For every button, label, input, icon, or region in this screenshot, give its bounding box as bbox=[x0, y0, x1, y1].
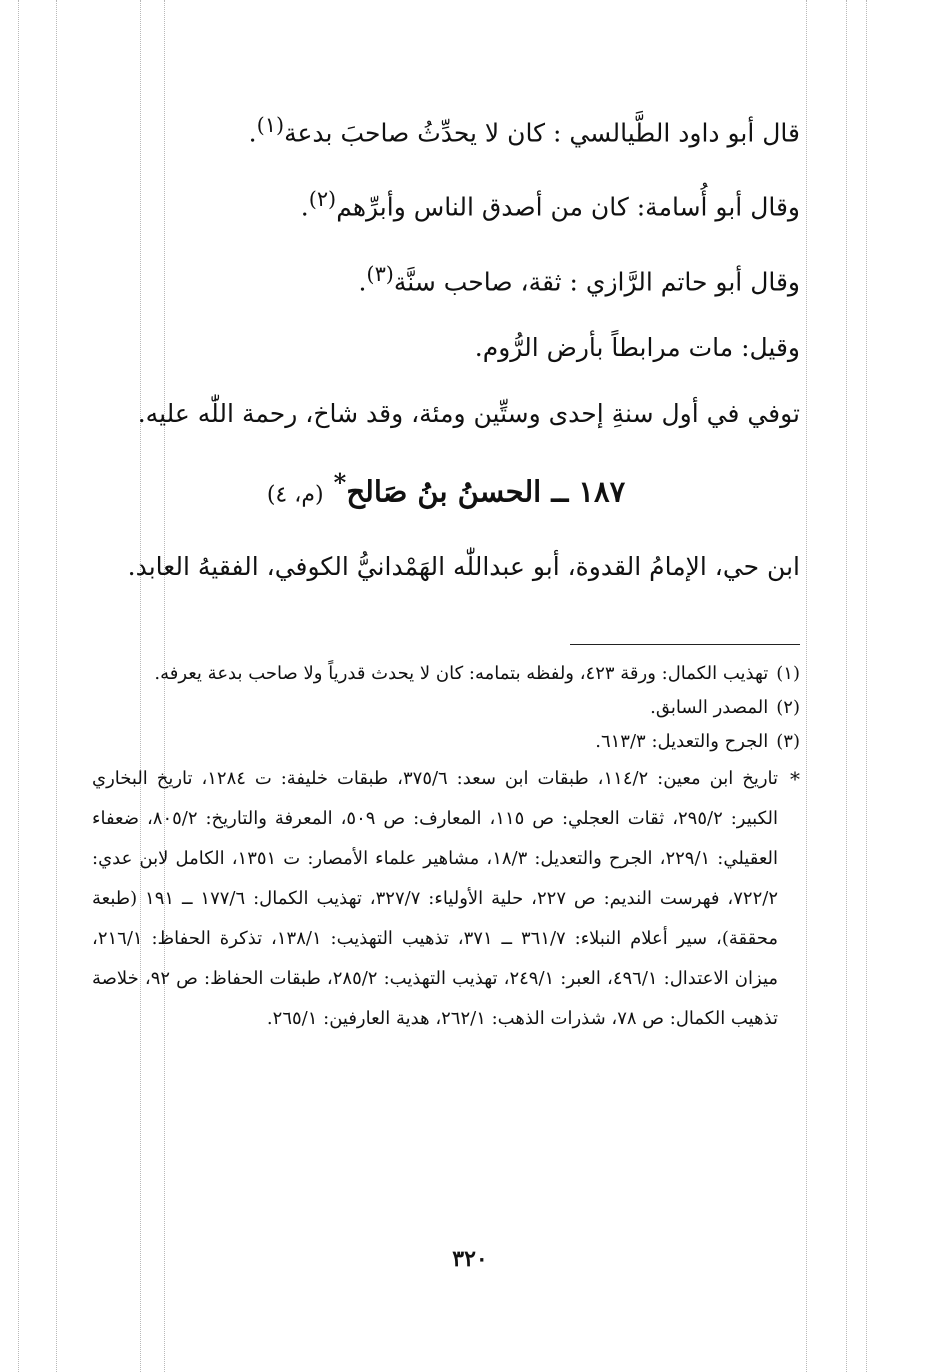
body-line-2: وقال أبو أُسامة: كان من أصدق الناس وأبرِّهم$^{(٢)}$. bbox=[300, 187, 800, 222]
body-line-4: وقيل: مات مرابطاً بأرض الرُّوم. bbox=[474, 332, 800, 362]
footnote-3 bbox=[92, 725, 800, 759]
margin-guide bbox=[18, 0, 19, 1372]
footnote-number: (٢) bbox=[776, 696, 800, 718]
margin-guide bbox=[56, 0, 57, 1372]
entry-heading bbox=[92, 451, 800, 528]
footnote-ref: (١) bbox=[256, 113, 285, 137]
body-paragraph-death: توفي في أول سنةِ إحدى وستِّين ومئة، وقد شاخ، رحمة اللّٰه عليه. bbox=[137, 398, 800, 428]
sources-marker: * bbox=[790, 766, 800, 791]
footnote-2 bbox=[92, 691, 800, 725]
sources-text: تاريخ ابن معين: ١١٤/٢، طبقات ابن سعد: ٣٧٥/٦، طبقات خليفة: ت ١٢٨٤، تاريخ البخاري الكبير: ٢٩٥/٢، ثقات العجلي: ص ١١٥، المعارف: ص ٥٠٩، المعرفة والتاريخ: ٨٠٥/٢، ضعفاء العقيلي: ٢٢٩/١، الجرح والتعديل: ١٨/٣، مشاهير علماء الأمصار: ت ١٣٥١، الكامل لابن عدي: ٧٢٢/٢، فهرست النديم: ص ٢٢٧، حلية الأولياء: ٣٢٧/٧، تهذيب الكمال: ١٧٧/٦ ــ ١٩١ (طبعة محققة)، سير أعلام النبلاء: ٣٦١/٧ ــ ٣٧١، تذهيب التهذيب: ١٣٨/١، تذكرة الحفاظ: ٢١٦/١، ميزان الاعتدال: ٤٩٦/١، العبر: ٢٤٩/١، تهذيب التهذيب: ٢٨٥/٢، طبقات الحفاظ: ص ٩٢، خلاصة تذهيب الكمال: ص ٧٨، شذرات الذهب: ٢٦٢/١، هدية العارفين: ٢٦٥/١. bbox=[92, 767, 779, 1029]
footnote-separator bbox=[570, 644, 800, 645]
entry-text: ابن حي، الإمامُ القدوة، أبو عبداللّٰه الهَمْدانيُّ الكوفي، الفقيهُ العابد. bbox=[127, 551, 800, 581]
footnote-text: المصدر السابق. bbox=[650, 696, 769, 718]
footnotes bbox=[92, 657, 800, 759]
quote-text: قال أبو داود الطَّيالسي : كان لا يحدِّثُ صاحبَ بدعة bbox=[284, 118, 800, 148]
body-line-3: وقال أبو حاتم الرَّازي : ثقة، صاحب سنَّة$^{(٣)}$. bbox=[358, 261, 800, 296]
footnote-text: تهذيب الكمال: ورقة ٤٢٣، ولفظه بتمامه: كان لا يحدث قدرياً ولا صاحب بدعة يعرفه. bbox=[154, 662, 769, 684]
footnote-1 bbox=[92, 657, 800, 691]
footnote-number: (١) bbox=[776, 662, 800, 684]
margin-guide bbox=[846, 0, 847, 1372]
footnote-ref: (٢) bbox=[308, 187, 337, 212]
entry-codes: (م، ٤) bbox=[266, 482, 324, 508]
quote-text: وقال أبو حاتم الرَّازي : ثقة، صاحب سنَّة bbox=[393, 266, 800, 296]
footnote-text: الجرح والتعديل: ٦١٣/٣. bbox=[595, 730, 769, 752]
entry-star: * bbox=[333, 467, 347, 497]
margin-guide bbox=[806, 0, 807, 1372]
quote-text: وقال أبو أُسامة: كان من أصدق الناس وأبرِّهم bbox=[336, 192, 800, 222]
entry-title: ١٨٧ ــ الحسنُ بنُ صَالح bbox=[346, 474, 626, 509]
margin-guide bbox=[866, 0, 867, 1372]
page-content bbox=[92, 92, 800, 1039]
sources-footnote bbox=[92, 759, 800, 1039]
page-number: ٣٢٠ bbox=[452, 1246, 488, 1272]
body-line-1: قال أبو داود الطَّيالسي : كان لا يحدِّثُ صاحبَ بدعة$^{(١)}$. bbox=[248, 113, 800, 148]
footnote-ref: (٣) bbox=[366, 261, 394, 286]
footnote-number: (٣) bbox=[776, 730, 800, 752]
